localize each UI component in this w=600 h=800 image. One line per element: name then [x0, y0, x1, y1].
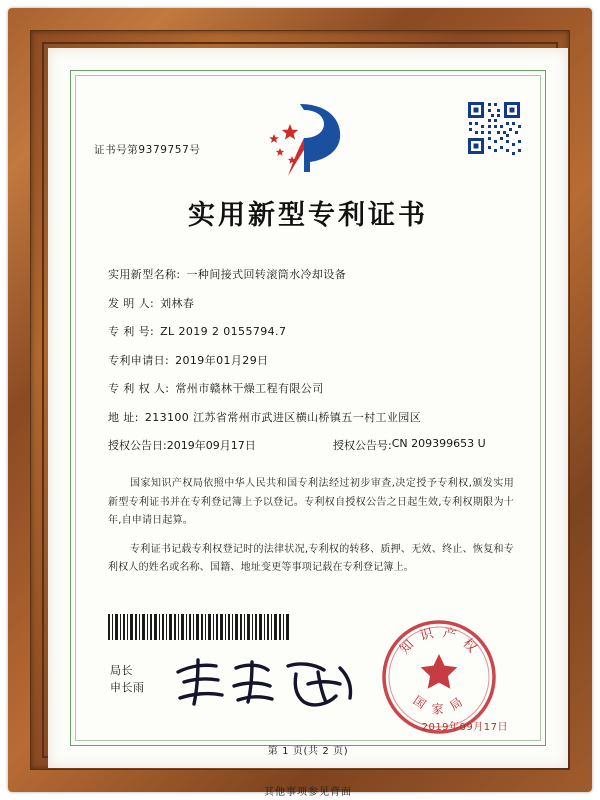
field-label: 专 利 权 人: [108, 382, 170, 395]
signature-title [110, 662, 145, 696]
field-label: 专利申请日: [108, 353, 170, 367]
signature-title-line1: 局长 [110, 663, 133, 677]
field-value: 213100 江苏省常州市武进区横山桥镇五一村工业园区 [144, 410, 422, 424]
legal-text-block [94, 475, 522, 578]
field-label: 实用新型名称: [108, 268, 181, 281]
signature-area [94, 614, 522, 734]
field-address [108, 409, 522, 425]
svg-text:国 家 局: 国 家 局 [410, 692, 468, 716]
signature-title-line2: 申长雨 [110, 680, 145, 694]
field-patentee [108, 380, 522, 396]
footer-note: 其他事项参见背面 [264, 786, 352, 798]
certificate-number: 证书号第9379757号 [94, 144, 201, 156]
field-value: 2019年09月17日 [166, 439, 256, 452]
field-patent-number [108, 323, 522, 339]
svg-text:知 识 产 权: 知 识 产 权 [397, 625, 481, 657]
field-value: ZL 2019 2 0155794.7 [160, 325, 287, 338]
field-grant-announcement [108, 437, 522, 453]
seal-date: 2019年09月17日 [421, 721, 508, 733]
field-value: 一种间接式回转滚筒水冷却设备 [186, 268, 347, 281]
certificate-paper [48, 48, 568, 798]
field-label: 授权公告号: [333, 439, 392, 452]
field-application-date [108, 352, 522, 368]
field-label: 地 址: [108, 410, 139, 424]
legal-paragraph: 国家知识产权局依照中华人民共和国专利法经过初步审查,决定授予专利权,颁发实用新型专利证书并在专利登记簿上予以登记。专利权自授权公告之日起生效,专利权期限为十年,自申请日起算。 [108, 478, 514, 526]
field-value: 刘林春 [160, 296, 195, 310]
certificate-wooden-frame [8, 8, 592, 798]
page-number: 第 1 页(共 2 页) [267, 745, 349, 757]
field-inventor [108, 295, 522, 311]
document-title: 实用新型专利证书 [188, 200, 428, 231]
field-value: 2019年01月29日 [175, 353, 269, 367]
qr-code-icon [466, 100, 522, 156]
field-invention-name [108, 266, 522, 282]
barcode-icon [108, 614, 290, 640]
patent-office-logo-icon [260, 98, 356, 182]
field-value: CN 209399653 U [391, 437, 486, 450]
handwritten-signature [168, 652, 368, 714]
certificate-header [94, 94, 522, 189]
field-list [94, 266, 522, 453]
legal-paragraph: 专利证书记载专利权登记时的法律状况,专利权的转移、质押、无效、终止、恢复和专利权人的姓名或名称、国籍、地址变更等事项记载在专利登记簿上。 [108, 543, 514, 573]
certificate-content [94, 94, 522, 798]
field-label: 授权公告日: [108, 439, 167, 452]
field-label: 发 明 人: [108, 296, 155, 310]
field-label: 专 利 号: [108, 325, 155, 338]
field-value: 常州市赣林干燥工程有限公司 [175, 382, 324, 395]
